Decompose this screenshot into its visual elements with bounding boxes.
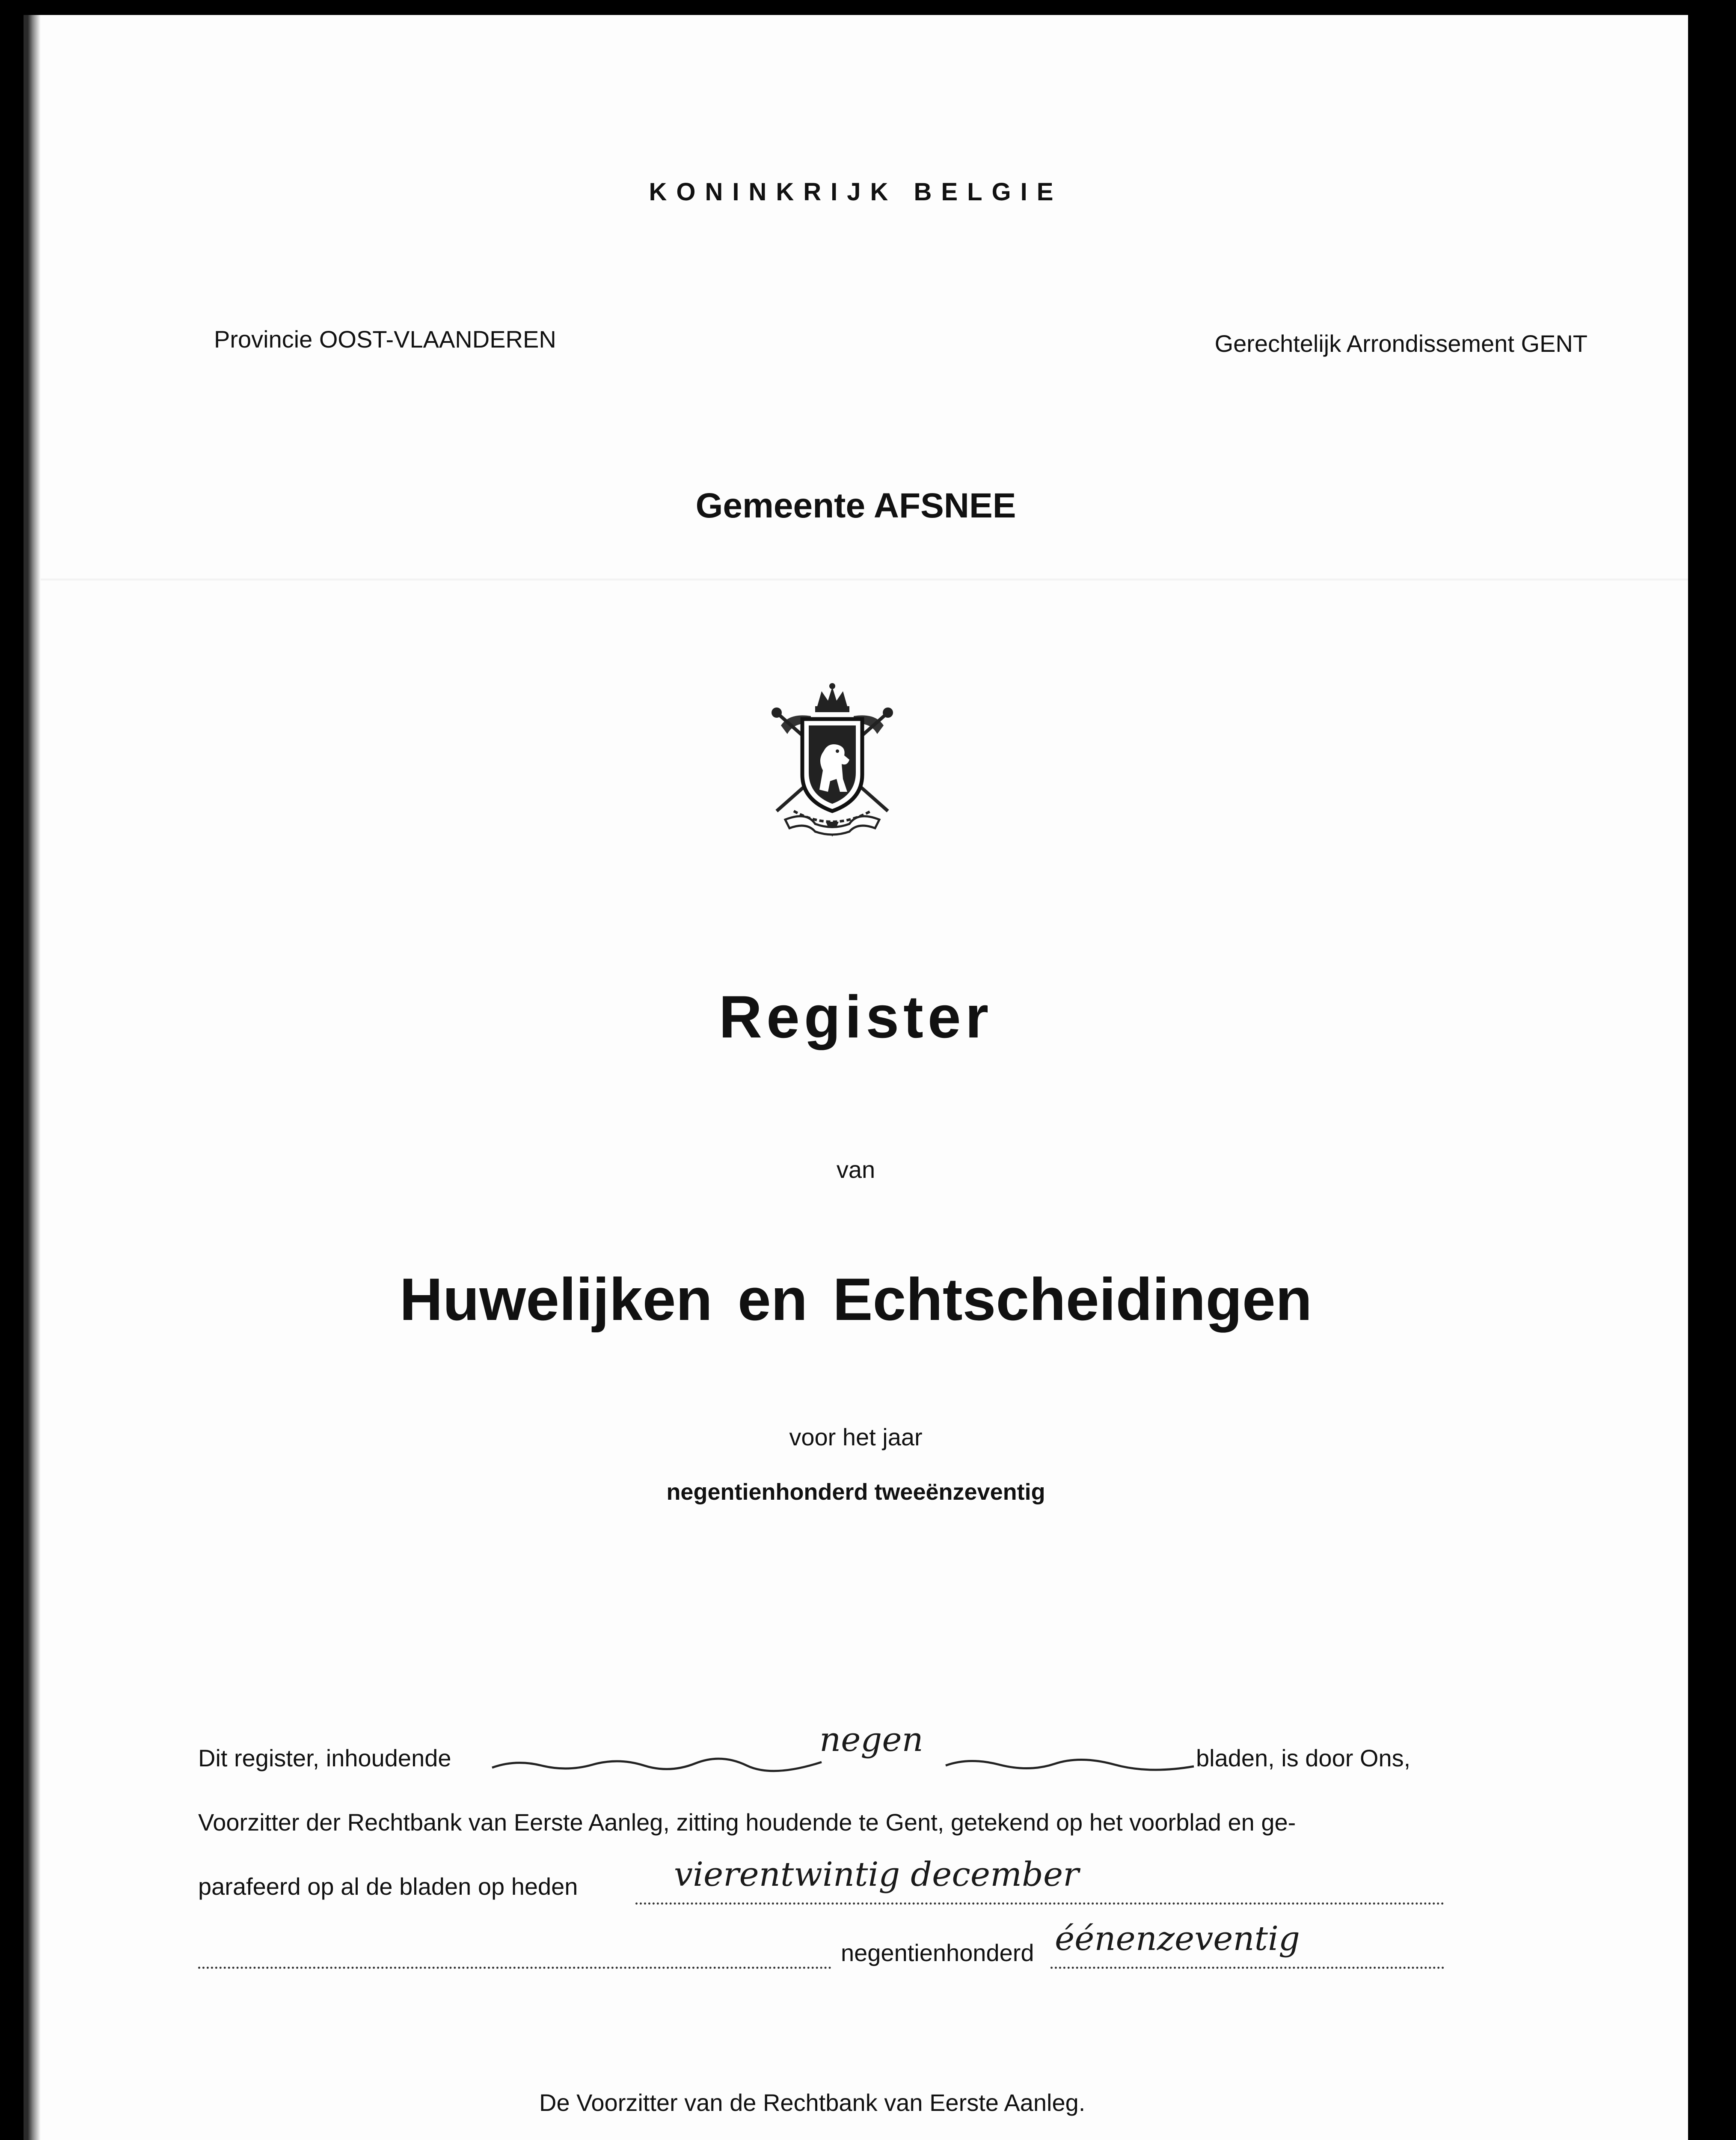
year-handwritten: éénenzeventig [1055,1920,1300,1958]
register-cover-page [24,15,1688,2140]
belgian-coat-of-arms-icon [764,683,901,841]
line4-dotted-line [198,1967,831,1969]
date-dotted-line [635,1902,1444,1905]
line4-label: negentienhonderd [841,1939,1034,1966]
certification-line1-prefix: Dit register, inhoudende [198,1745,451,1771]
register-subject: Huwelijken en Echtscheidingen [399,1266,1312,1333]
kingdom-heading: KONINKRIJK BELGIE [649,178,1063,206]
year-value: negentienhonderd tweeënzeventig [666,1479,1045,1505]
municipality-heading: Gemeente AFSNEE [695,486,1016,525]
certification-line3-prefix: parafeerd op al de bladen op heden [198,1873,578,1900]
handwritten-flourish-left [490,1753,824,1774]
president-label: De Voorzitter van de Rechtbank van Eerste Aanleg. [539,2089,1086,2116]
certification-line2: Voorzitter der Rechtbank van Eerste Aanleg, zitting houdende te Gent, getekend op het voorblad en ge- [198,1809,1296,1836]
year-label: voor het jaar [789,1424,923,1450]
handwritten-flourish-right [944,1753,1196,1774]
province-label: Provincie OOST-VLAANDEREN [214,326,556,353]
register-title: Register [718,983,993,1050]
year-dotted-line [1051,1967,1444,1969]
date-handwritten: vierentwintig december [674,1855,1079,1894]
judicial-district-label: Gerechtelijk Arrondissement GENT [1214,330,1588,357]
binding-edge [24,15,41,2140]
pages-count-handwritten: negen [819,1721,923,1759]
van-label: van [836,1156,875,1183]
certification-line1-suffix: bladen, is door Ons, [1196,1745,1411,1771]
page-fold [41,578,1688,581]
